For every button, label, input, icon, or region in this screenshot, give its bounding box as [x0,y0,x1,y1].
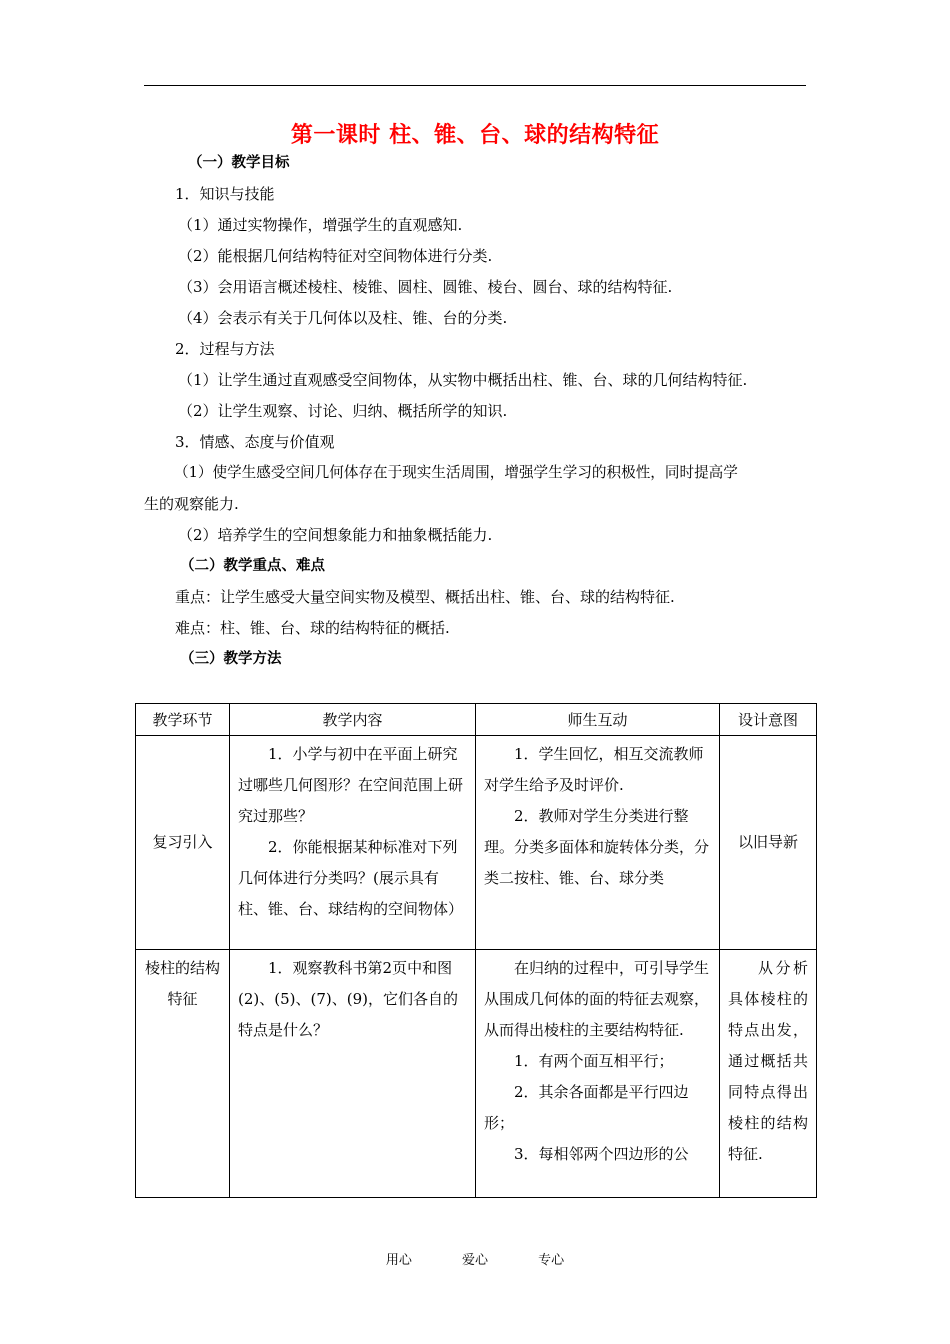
table-row [136,736,817,950]
content-paragraph: 1．小学与初中在平面上研究过哪些几何图形？在空间范围上研究过那些？ [238,745,464,825]
table-cell-interaction [476,950,720,1198]
objective-item: （2）能根据几何结构特征对空间物体进行分类. [178,247,493,265]
objective-item: （2）让学生观察、讨论、归纳、概括所学的知识. [178,402,508,420]
key-point-text: 重点：让学生感受大量空间实物及模型、概括出柱、锥、台、球的结构特征. [175,588,675,606]
objective-item: （3）会用语言概述棱柱、棱锥、圆柱、圆锥、棱台、圆台、球的结构特征. [178,278,673,296]
table-header-interaction: 师生互动 [476,704,720,736]
table-cell-interaction [476,736,720,950]
intent-paragraph: 从分析具体棱柱的特点出发，通过概括共同特点得出棱柱的结构特征. [728,959,808,1163]
objective-item: （1）使学生感受空间几何体存在于现实生活周围，增强学生学习的积极性，同时提高学 [174,464,738,481]
table-header-row [136,704,817,736]
table-cell-content [230,736,476,950]
content-paragraph: 2．你能根据某种标准对下列几何体进行分类吗？(展示具有柱、锥、台、球结构的空间物体） [238,838,464,918]
objective-item-continued: 生的观察能力. [144,495,239,513]
footer-word: 爱心 [461,1253,488,1268]
objective-item: （1）通过实物操作，增强学生的直观感知. [178,216,463,234]
subsection-knowledge: 1．知识与技能 [175,185,275,203]
subsection-process: 2．过程与方法 [175,340,275,358]
table-header-intent: 设计意图 [720,704,817,736]
table-header-stage: 教学环节 [136,704,230,736]
teaching-plan-table [135,703,817,1198]
interaction-paragraph: 1．学生回忆，相互交流教师对学生给予及时评价. [484,745,704,794]
interaction-paragraph: 3．每相邻两个四边形的公 [514,1145,689,1163]
table-cell-stage: 棱柱的结构特征 [136,950,230,1198]
interaction-paragraph: 2．其余各面都是平行四边形； [484,1083,689,1132]
interaction-paragraph: 2．教师对学生分类进行整理。分类多面体和旋转体分类，分类二按柱、锥、台、球分类 [484,807,710,887]
section-heading-key-points: （二）教学重点、难点 [180,558,325,574]
table-cell-intent: 以旧导新 [720,736,817,950]
table-row [136,950,817,1198]
content-paragraph: 1．观察教科书第2页中和图(2)、(5)、(7)、(9)，它们各自的特点是什么？ [238,959,458,1039]
section-heading-objectives: （一）教学目标 [188,155,290,171]
interaction-paragraph: 在归纳的过程中，可引导学生从围成几何体的面的特征去观察，从而得出棱柱的主要结构特征. [484,959,710,1039]
footer-word: 专心 [538,1253,565,1268]
difficulty-text: 难点：柱、锥、台、球的结构特征的概括. [175,619,450,637]
table-cell-intent [720,950,817,1198]
page-title: 第一课时 柱、锥、台、球的结构特征 [290,123,660,148]
section-heading-methods: （三）教学方法 [180,651,282,667]
table-cell-stage: 复习引入 [136,736,230,950]
footer-word: 用心 [385,1253,412,1268]
table-header-content: 教学内容 [230,704,476,736]
table-cell-content [230,950,476,1198]
subsection-attitude: 3．情感、态度与价值观 [175,433,335,451]
objective-item: （4）会表示有关于几何体以及柱、锥、台的分类. [178,309,508,327]
page-footer [0,1249,950,1268]
objective-item: （2）培养学生的空间想象能力和抽象概括能力. [178,526,493,544]
header-rule [144,85,806,86]
interaction-paragraph: 1．有两个面互相平行； [514,1052,674,1070]
objective-item: （1）让学生通过直观感受空间物体，从实物中概括出柱、锥、台、球的几何结构特征. [178,371,748,389]
